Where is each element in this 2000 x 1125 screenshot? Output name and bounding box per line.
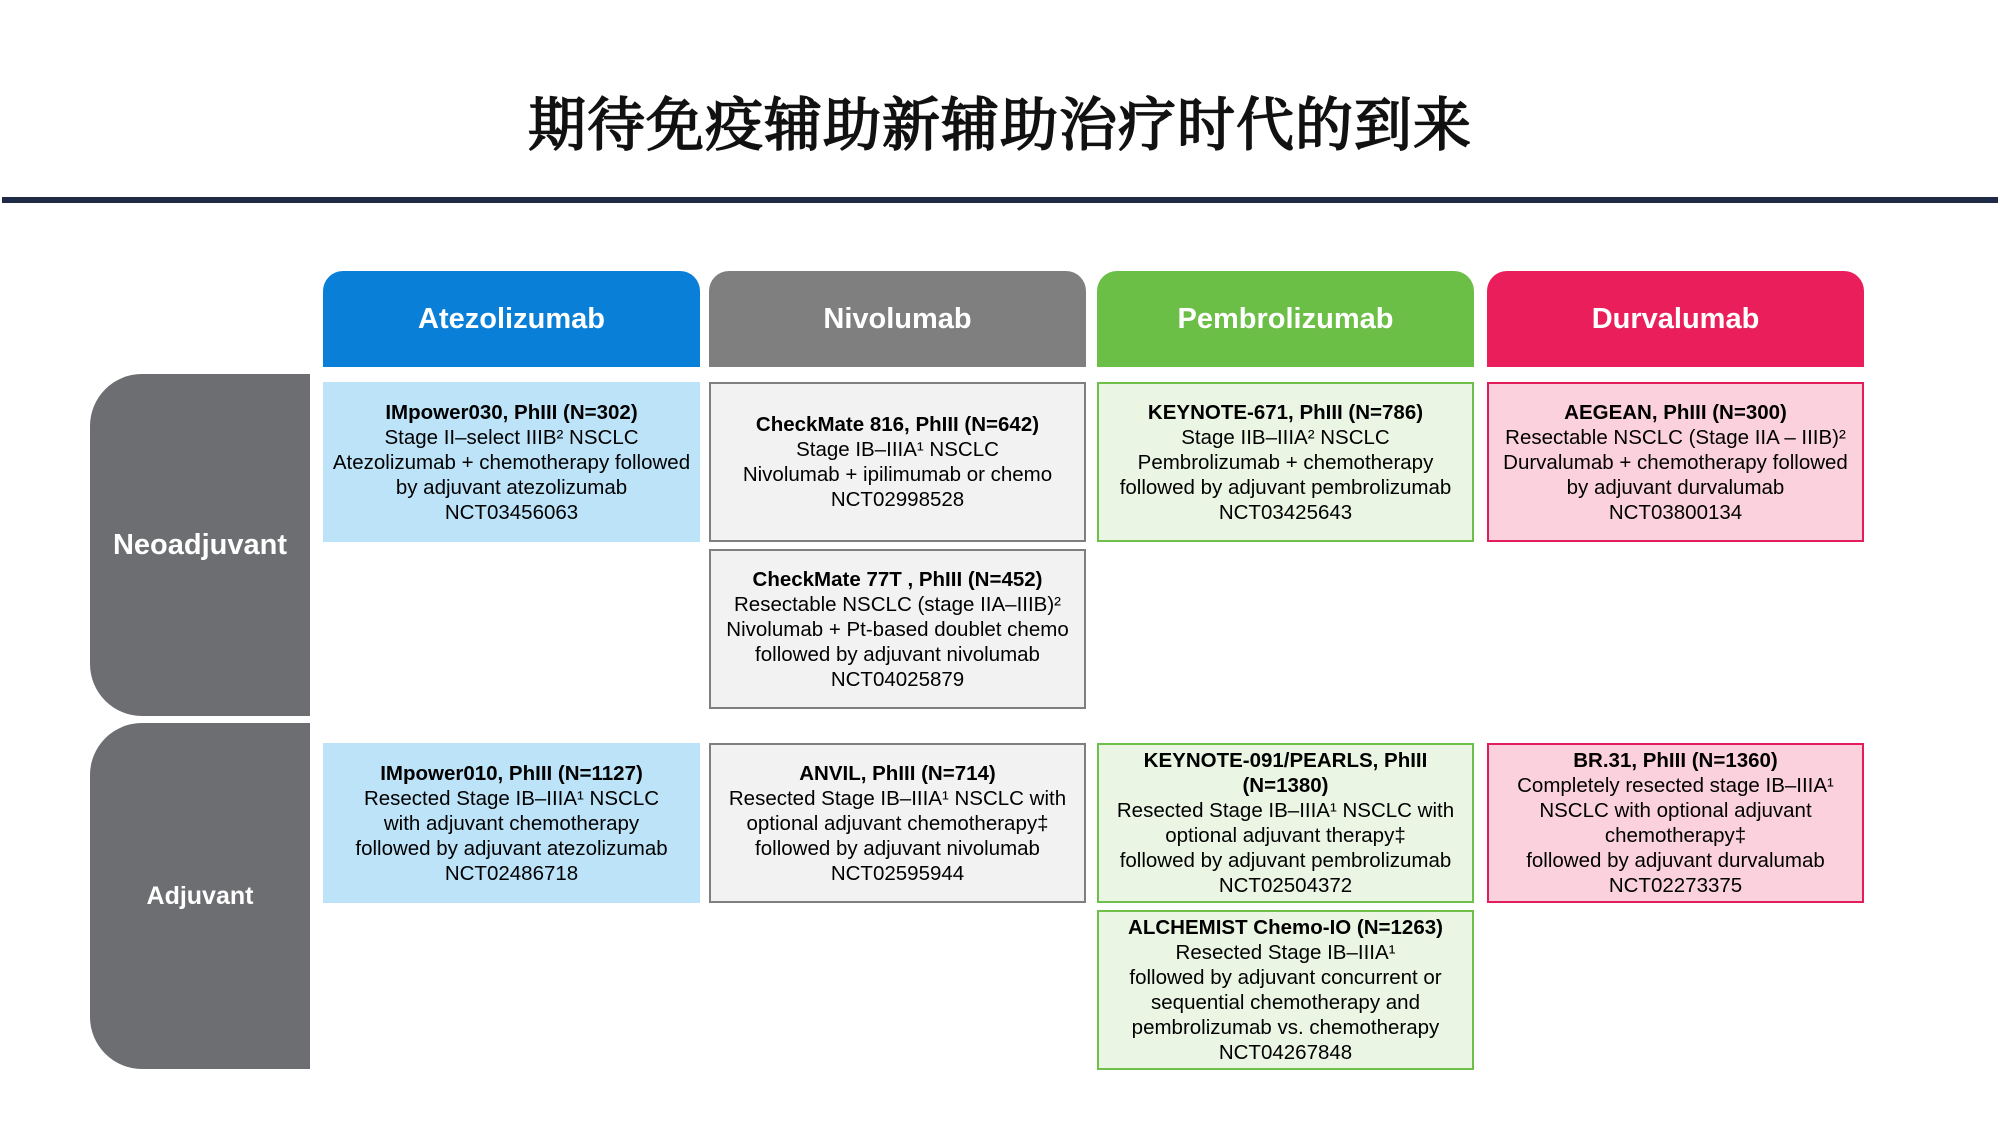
header-durvalumab: Durvalumab <box>1487 271 1864 367</box>
trial-title: BR.31, PhIII (N=1360) <box>1573 749 1778 772</box>
trial-card-checkmate816 <box>709 382 1086 542</box>
trial-nct-id: NCT03425643 <box>1218 500 1353 524</box>
trial-card-impower030 <box>323 382 700 542</box>
trial-nct-id: NCT03456063 <box>444 500 579 524</box>
trial-nct-id: NCT04025879 <box>830 667 965 691</box>
trial-card-checkmate77t <box>709 549 1086 709</box>
trial-nct-id: NCT02486718 <box>444 861 579 885</box>
trial-detail: Pembrolizumab + chemotherapy <box>1137 450 1434 474</box>
trial-title: ANVIL, PhIII (N=714) <box>799 761 996 785</box>
trial-detail: Stage IB–IIIA¹ NSCLC <box>796 438 999 461</box>
trial-detail: Resected Stage IB–IIIA¹ NSCLC <box>363 786 660 810</box>
trial-detail: by adjuvant durvalumab <box>1566 475 1785 499</box>
trial-title: ALCHEMIST Chemo-IO (N=1263) <box>1128 916 1443 939</box>
trial-title: CheckMate 77T , PhIII (N=452) <box>752 567 1043 591</box>
trial-detail: pembrolizumab vs. chemotherapy <box>1131 1016 1440 1039</box>
row-label-adjuvant: Adjuvant <box>90 723 310 1069</box>
header-atezolizumab: Atezolizumab <box>323 271 700 367</box>
trial-detail: Atezolizumab + chemotherapy followed <box>332 450 691 474</box>
trial-nct-id: NCT04267848 <box>1218 1041 1353 1064</box>
trial-detail: Durvalumab + chemotherapy followed <box>1503 450 1848 474</box>
trial-detail: Stage IIB–IIIA² NSCLC <box>1181 425 1390 449</box>
trial-card-keynote091 <box>1097 743 1474 903</box>
trial-title: CheckMate 816, PhIII (N=642) <box>755 413 1040 436</box>
page-title: 期待免疫辅助新辅助治疗时代的到来 <box>527 91 1472 159</box>
trial-detail: followed by adjuvant concurrent or <box>1129 966 1442 989</box>
trial-detail: followed by adjuvant nivolumab <box>755 836 1040 860</box>
trial-title: KEYNOTE-671, PhIII (N=786) <box>1147 400 1424 424</box>
trial-detail: with adjuvant chemotherapy <box>383 811 640 835</box>
trial-detail: optional adjuvant chemotherapy‡ <box>746 811 1049 835</box>
trial-title-cont: (N=1380) <box>1242 774 1329 797</box>
trial-nct-id: NCT02504372 <box>1218 874 1353 897</box>
trial-detail: optional adjuvant therapy‡ <box>1165 824 1406 847</box>
trial-nct-id: NCT02595944 <box>830 861 965 885</box>
trial-detail: followed by adjuvant durvalumab <box>1526 849 1825 872</box>
trial-detail: Resected Stage IB–IIIA¹ NSCLC with <box>1116 799 1455 822</box>
trial-detail: followed by adjuvant pembrolizumab <box>1119 475 1452 499</box>
trial-title: IMpower030, PhIII (N=302) <box>385 400 638 424</box>
trial-card-aegean <box>1487 382 1864 542</box>
trial-detail: Resectable NSCLC (stage IIA–IIIB)² <box>734 592 1061 616</box>
trial-detail: Completely resected stage IB–IIIA¹ <box>1517 774 1834 797</box>
trial-detail: followed by adjuvant nivolumab <box>755 642 1040 666</box>
trial-detail: Stage II–select IIIB² NSCLC <box>384 425 639 449</box>
trial-card-keynote671 <box>1097 382 1474 542</box>
trial-card-alchemist <box>1097 910 1474 1070</box>
trial-detail: NSCLC with optional adjuvant <box>1539 799 1812 822</box>
title-divider <box>2 197 1998 203</box>
trial-detail: followed by adjuvant pembrolizumab <box>1119 849 1452 872</box>
trial-card-impower010 <box>323 743 700 903</box>
trial-card-br31 <box>1487 743 1864 903</box>
trial-nct-id: NCT02273375 <box>1608 874 1743 897</box>
trial-detail: chemotherapy‡ <box>1604 824 1747 847</box>
header-nivolumab: Nivolumab <box>709 271 1086 367</box>
trial-detail: followed by adjuvant atezolizumab <box>355 836 668 860</box>
trial-detail: Nivolumab + ipilimumab or chemo <box>742 463 1053 486</box>
trial-card-anvil <box>709 743 1086 903</box>
trial-detail: Resected Stage IB–IIIA¹ NSCLC with <box>728 786 1067 810</box>
trial-detail: Resectable NSCLC (Stage IIA – IIIB)² <box>1505 425 1846 449</box>
trial-nct-id: NCT03800134 <box>1608 500 1743 524</box>
trial-detail: by adjuvant atezolizumab <box>395 475 628 499</box>
header-pembrolizumab: Pembrolizumab <box>1097 271 1474 367</box>
trial-detail: Resected Stage IB–IIIA¹ <box>1175 941 1396 964</box>
trial-title: KEYNOTE-091/PEARLS, PhIII <box>1143 749 1428 772</box>
trial-detail: sequential chemotherapy and <box>1151 991 1420 1014</box>
row-label-neoadjuvant: Neoadjuvant <box>90 374 310 716</box>
trial-nct-id: NCT02998528 <box>830 488 965 511</box>
trial-title: IMpower010, PhIII (N=1127) <box>380 761 643 785</box>
trial-detail: Nivolumab + Pt-based doublet chemo <box>726 617 1069 641</box>
trial-title: AEGEAN, PhIII (N=300) <box>1564 400 1787 424</box>
